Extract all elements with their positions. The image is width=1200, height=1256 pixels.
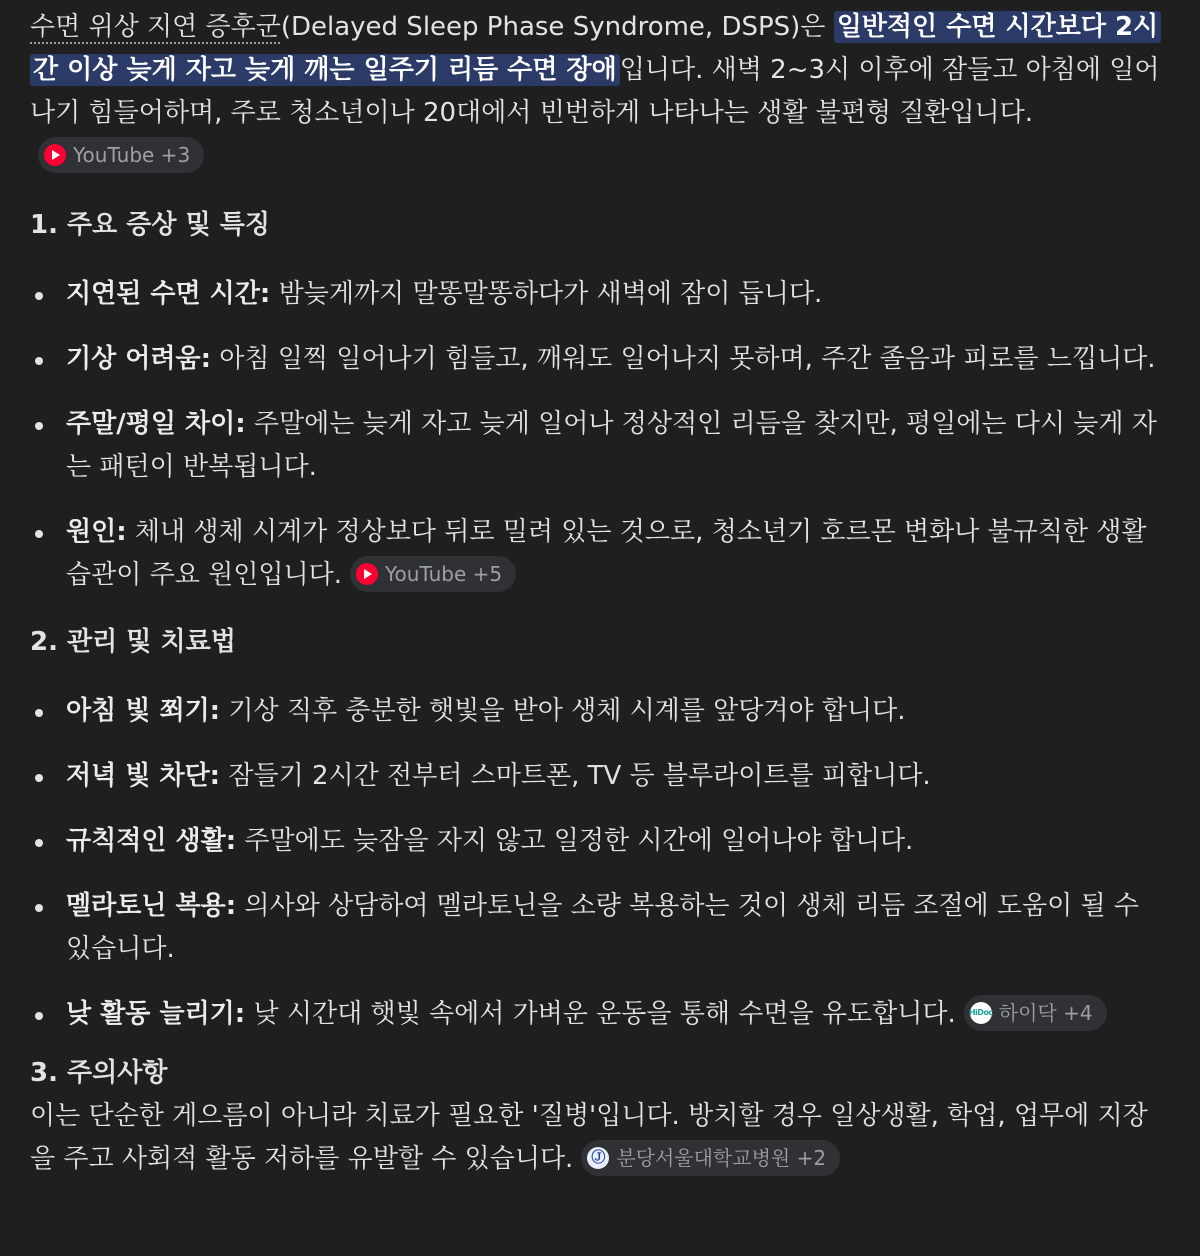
list-item-term: 저녁 빛 차단: bbox=[66, 761, 221, 791]
term-definition-link[interactable]: 수면 위상 지연 증후군 bbox=[30, 12, 281, 42]
list-item bbox=[30, 690, 1160, 733]
youtube-icon bbox=[44, 144, 66, 166]
intro-paragraph bbox=[30, 6, 1160, 178]
list-item bbox=[30, 511, 1160, 597]
source-chip-label: YouTube +5 bbox=[384, 561, 503, 586]
list-item-term: 주말/평일 차이: bbox=[66, 409, 246, 439]
list-item-term: 아침 빛 쬐기: bbox=[66, 696, 221, 726]
list-item-text: 밤늦게까지 말똥말똥하다가 새벽에 잠이 듭니다. bbox=[270, 279, 823, 309]
list-item-text: 잠들기 2시간 전부터 스마트폰, TV 등 블루라이트를 피합니다. bbox=[220, 761, 931, 791]
section-heading-caution: 3. 주의사항 bbox=[30, 1058, 168, 1088]
list-item-text: 체내 생체 시계가 정상보다 뒤로 밀려 있는 것으로, 청소년기 호르몬 변화나 불규칙한 생활 습관이 주요 원인입니다. bbox=[66, 517, 1147, 590]
list-item-term: 낮 활동 늘리기: bbox=[66, 999, 246, 1029]
list-item-text: 의사와 상담하여 멜라토닌을 소량 복용하는 것이 생체 리듬 조절에 도움이 될 수 있습니다. bbox=[66, 891, 1140, 964]
caution-paragraph bbox=[30, 1095, 1160, 1181]
list-item-text: 주말에는 늦게 자고 늦게 일어나 정상적인 리듬을 찾지만, 평일에는 다시 늦게 자는 패턴이 반복됩니다. bbox=[66, 409, 1157, 482]
list-item-text: 기상 직후 충분한 햇빛을 받아 생체 시계를 앞당겨야 합니다. bbox=[220, 696, 906, 726]
list-item bbox=[30, 403, 1160, 489]
list-item bbox=[30, 338, 1160, 381]
list-item-term: 멜라토닌 복용: bbox=[66, 891, 237, 921]
hidoc-icon: HiDoc bbox=[970, 1002, 992, 1024]
source-chip-label: 분당서울대학교병원 +2 bbox=[616, 1145, 827, 1170]
symptoms-list bbox=[30, 273, 1160, 597]
treatment-list bbox=[30, 690, 1160, 1036]
highlighted-definition: 일반적인 수면 시간보다 2시간 이상 늦게 자고 늦게 깨는 일주기 리듬 수면 장애 bbox=[30, 11, 1161, 86]
intro-rest-text: 입니다. 새벽 2~3시 이후에 잠들고 아침에 일어나기 힘들어하며, 주로 청소년이나 20대에서 빈번하게 나타나는 생활 불편형 질환입니다. bbox=[30, 55, 1160, 128]
section-heading-symptoms: 1. 주요 증상 및 특징 bbox=[30, 210, 270, 240]
list-item-text: 낮 시간대 햇빛 속에서 가벼운 운동을 통해 수면을 유도합니다. bbox=[245, 999, 956, 1029]
section-heading-treatment: 2. 관리 및 치료법 bbox=[30, 627, 236, 657]
source-chip-hospital[interactable] bbox=[581, 1140, 840, 1176]
source-chip-label: YouTube +3 bbox=[73, 142, 191, 167]
source-chip-youtube-2[interactable] bbox=[350, 556, 516, 592]
list-item-term: 규칙적인 생활: bbox=[66, 826, 237, 856]
list-item bbox=[30, 820, 1160, 863]
hospital-icon: Ⓙ bbox=[587, 1147, 609, 1169]
source-chip-label: 하이닥 +4 bbox=[998, 1000, 1093, 1025]
list-item bbox=[30, 993, 1160, 1036]
source-chip-youtube-1[interactable] bbox=[38, 137, 204, 173]
youtube-icon bbox=[356, 563, 378, 585]
list-item bbox=[30, 755, 1160, 798]
caution-text: 이는 단순한 게으름이 아니라 치료가 필요한 '질병'입니다. 방치할 경우 일상생활, 학업, 업무에 지장을 주고 사회적 활동 저하를 유발할 수 있습니다. bbox=[30, 1101, 1148, 1174]
list-item-term: 원인: bbox=[66, 517, 127, 547]
source-chip-hidoc[interactable] bbox=[964, 995, 1107, 1031]
list-item-term: 기상 어려움: bbox=[66, 344, 212, 374]
list-item-text: 아침 일찍 일어나기 힘들고, 깨워도 일어나지 못하며, 주간 졸음과 피로를 느낍니다. bbox=[211, 344, 1156, 374]
list-item-text: 주말에도 늦잠을 자지 않고 일정한 시간에 일어나야 합니다. bbox=[236, 826, 914, 856]
list-item bbox=[30, 885, 1160, 971]
list-item bbox=[30, 273, 1160, 316]
list-item-term: 지연된 수면 시간: bbox=[66, 279, 271, 309]
term-english-name: (Delayed Sleep Phase Syndrome, DSPS)은 bbox=[280, 12, 834, 42]
